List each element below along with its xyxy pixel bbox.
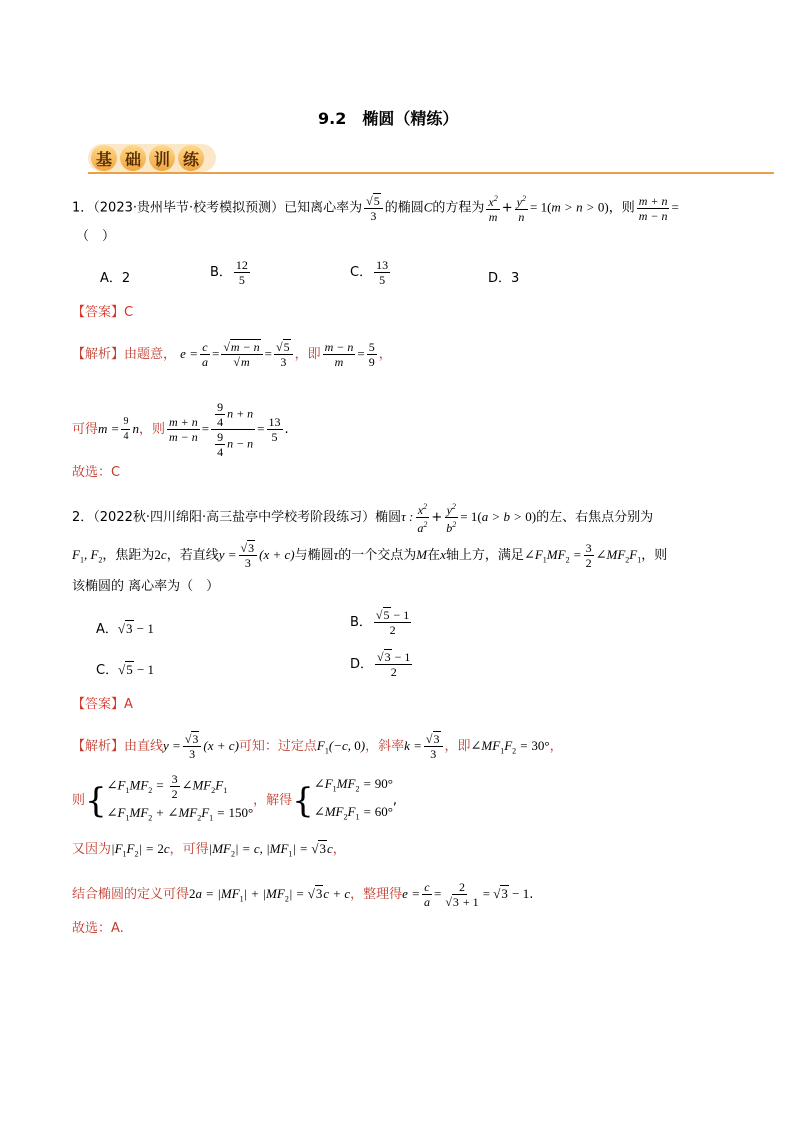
q2-conclusion: 故选：A. [72,921,124,936]
q2-analysis-system: 则{ $\angle F_1MF_2$ = $\frac{3}{2}$ $\angle MF_2F_1$ $\angle F_1MF_2$ + $\angle MF_2F_1 = 150^\circ$ ，解得{ $\angle F_1MF_2 = 90^\circ$ $\angle MF_2F_1 = 60^\circ$ , [72,772,398,823]
q2-answer: 【答案】A [72,697,133,712]
q2-option-d[interactable]: D． $\frac{√3 - 1}{2}$ [350,650,411,679]
q1-analysis: 【解析】由题意， e = $\frac{c}{a}$ = $\frac{√m - n}{√m}$ = $\frac{√5}{3}$ ，即 $\frac{m - n}{m}$ = $\frac{5}{9}$ ， [72,340,392,369]
q2-analysis-line3: 又因为$|F_1F_2| = 2c$，可得$|MF_2| = c$, $|MF_1| = √3c$， [72,841,346,859]
q2-option-a[interactable]: A．√3 − 1 [96,621,154,637]
q2-option-c[interactable]: C．√5 − 1 [96,662,155,678]
q1-derivation: 可得m = $\frac{9}{4}$ n，则 $\frac{m + n}{m - n}$ = $\frac{9}{4}$ n + n $\frac{9}{4}$ n − n = $\frac{13}{5}$ . [72,400,289,459]
q2-option-b[interactable]: B． $\frac{√5 - 1}{2}$ [350,608,410,637]
banner-text: 基础训练 [96,150,213,169]
q2-stem-line1: 2．（2022秋·四川绵阳·高三盐亭中学校考阶段练习）椭圆τ : $\frac{x^2}{a^2}$ + $\frac{y^2}{b^2}$ = 1(a > b > 0)的左、右焦点分别为 [72,502,654,535]
q1-stem: 1．（2023·贵州毕节·校考模拟预测）已知离心率为 $\frac{√5}{3}$ 的椭圆C的方程为 $\frac{x^2}{m}$ + $\frac{y^2}{n}$ = 1(m > n > 0)，则 $\frac{m + n}{m - n}$ = [72,193,679,224]
q1-paren: （ ） [76,229,116,244]
q2-analysis-line1: 【解析】由直线y = $\frac{√3}{3}$ (x + c)可知：过定点$F_1(-c$, 0)，斜率k = $\frac{√3}{3}$ ，即$\angle MF_1F_2 = 30^\circ$， [72,732,563,761]
q2-stem-line2: $F_1$, $F_2$，焦距为2c，若直线y = $\frac{√3}{3}$ (x + c)与椭圆τ的一个交点为M在x轴上方，满足$\angle F_1MF_2$ = $\frac{3}{2}$ $\angle MF_2F_1$，则 [72,541,668,570]
q1-option-d[interactable]: D．3 [488,271,520,286]
q1-option-b[interactable]: B． $\frac{12}{5}$ [210,258,248,287]
q2-analysis-line4: 结合椭圆的定义可得$2a = |MF_1| + |MF_2| = √3c + c$，整理得e = $\frac{c}{a}$ = $\frac{2}{√3 + 1}$ = √3 − 1. [72,880,534,909]
q1-option-c[interactable]: C． $\frac{13}{5}$ [350,258,389,287]
banner-underline [88,172,774,174]
page-title: 9.2 椭圆（精练） [318,109,459,128]
section-banner [88,142,218,174]
q1-option-a[interactable]: A．2 [100,271,131,286]
q1-conclusion: 故选：C [72,465,121,480]
q2-stem-line3: 该椭圆的 离心率为（ ） [72,579,220,594]
q1-answer: 【答案】C [72,305,134,320]
